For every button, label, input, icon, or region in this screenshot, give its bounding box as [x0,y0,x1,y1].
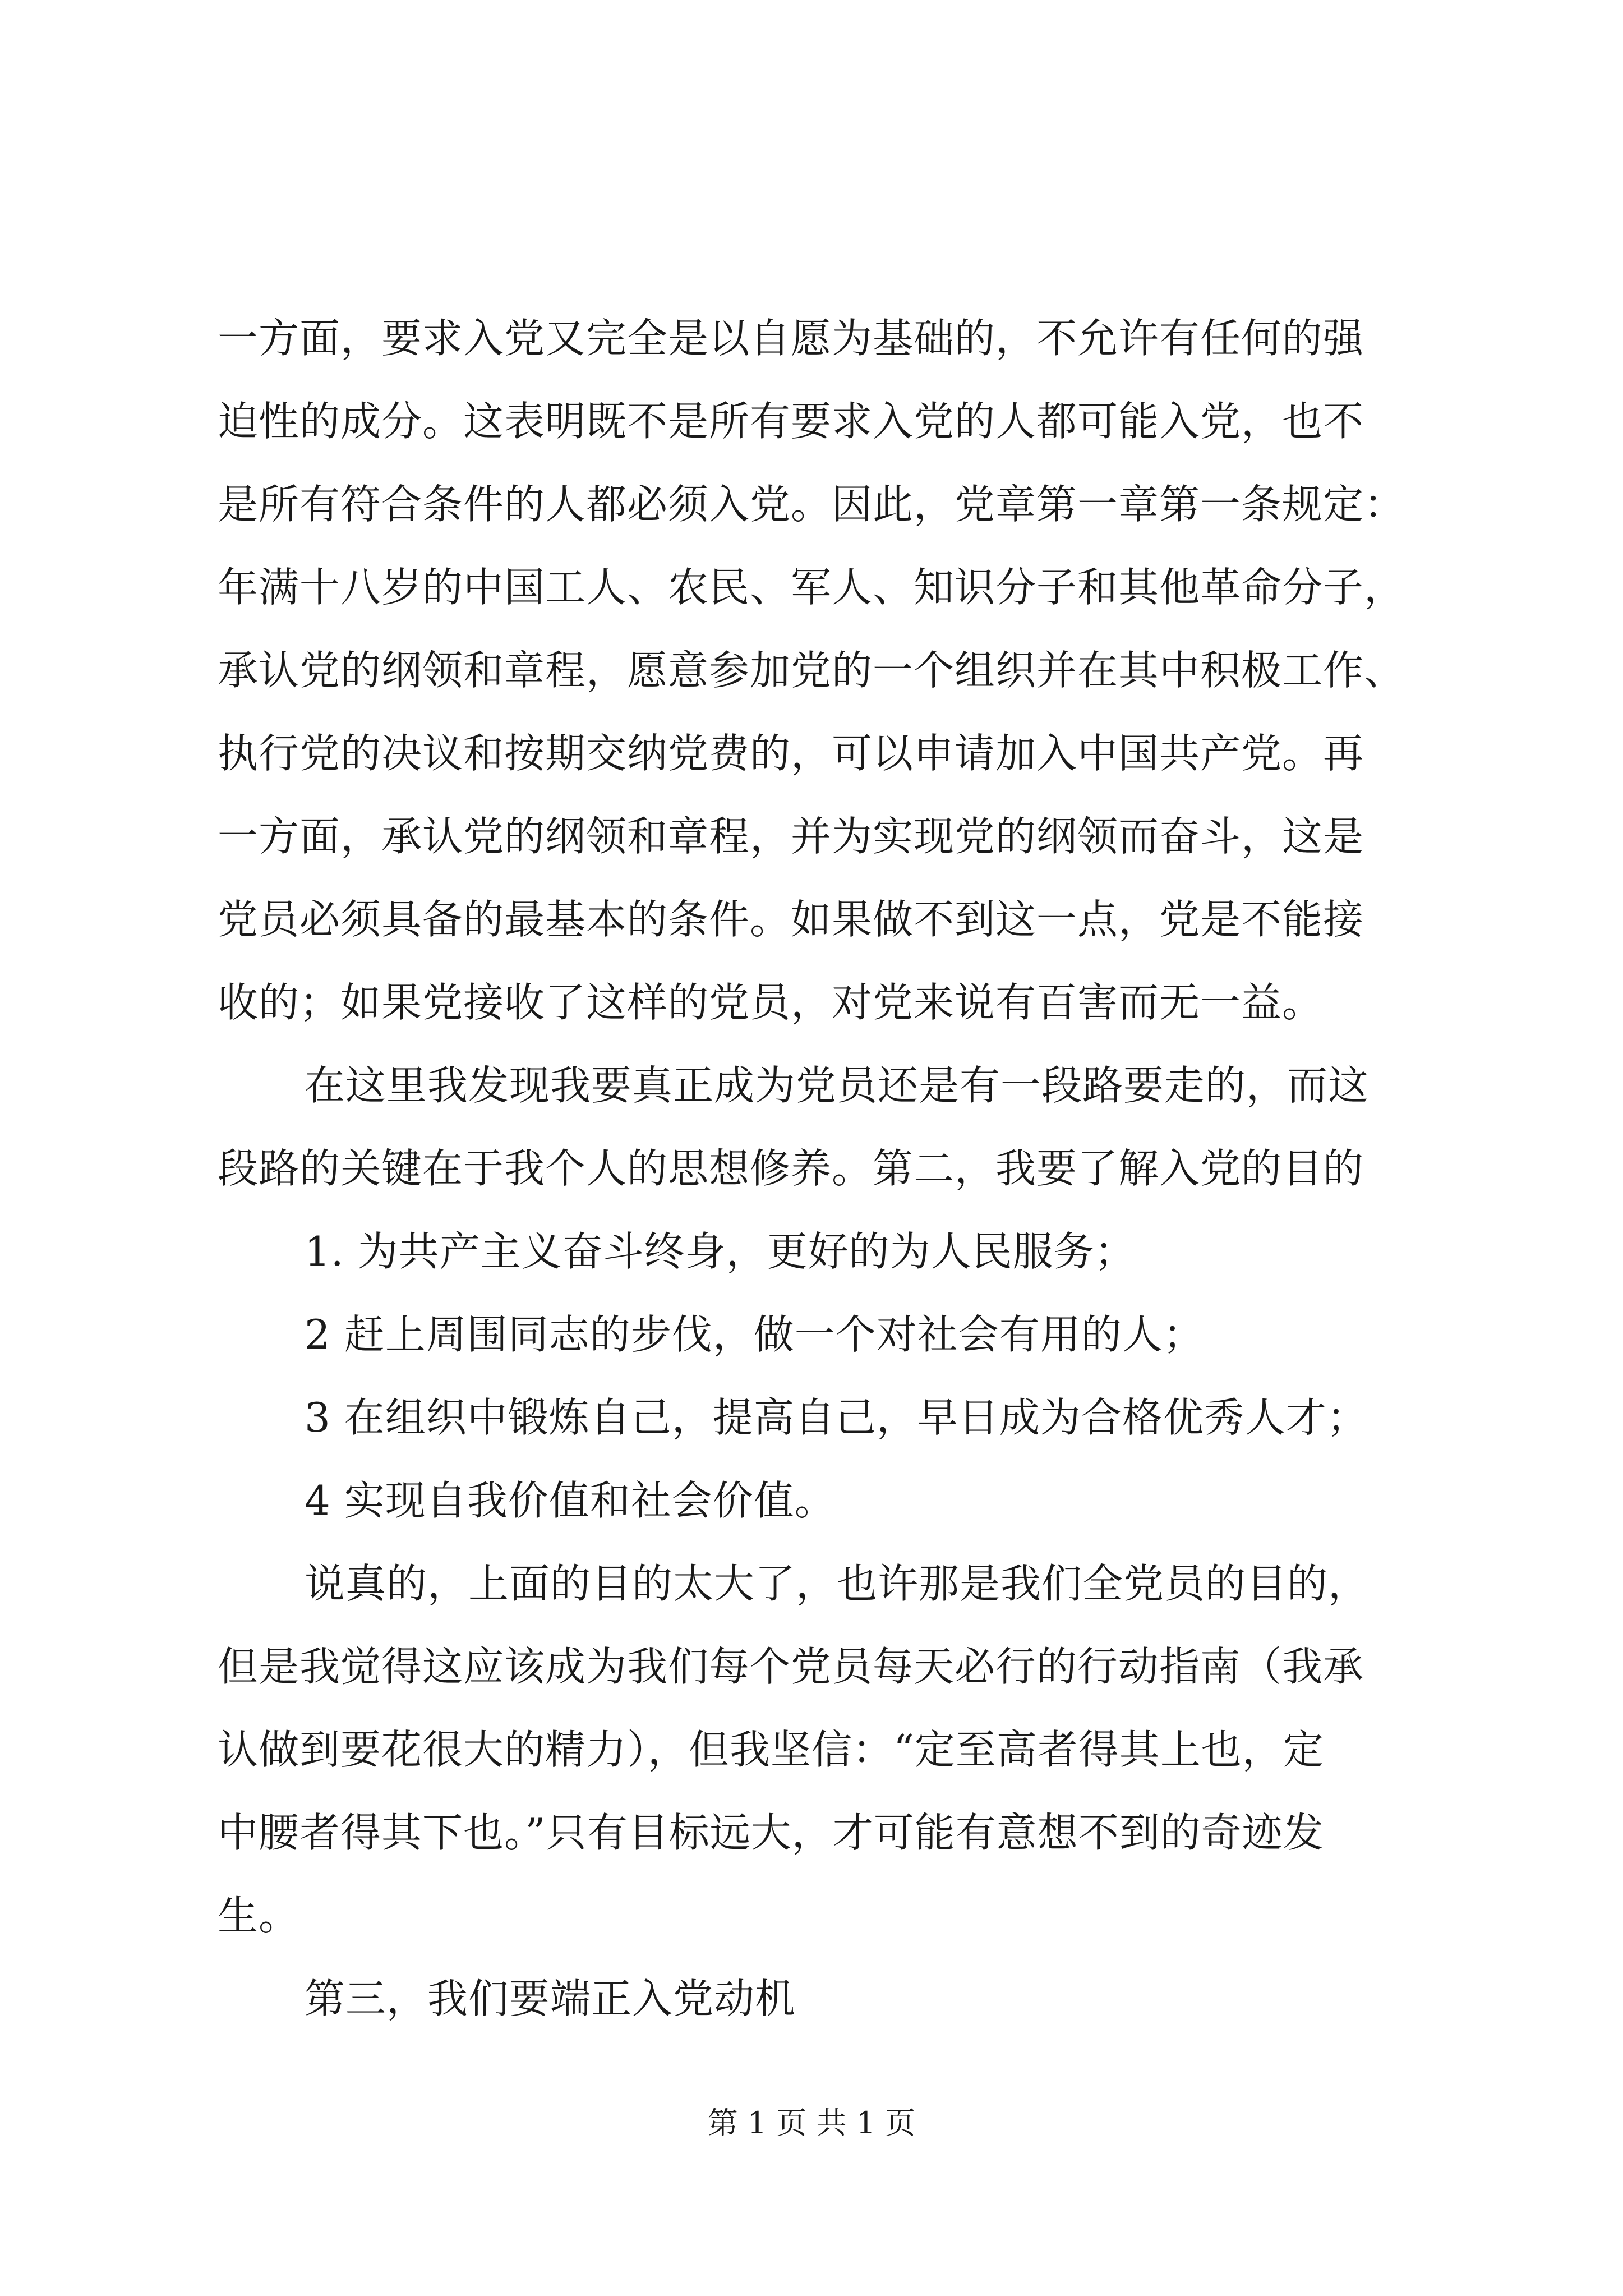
text-line-10: 在这里我发现我要真正成为党员还是有一段路要走的，而这 [305,1062,1370,1109]
text-line-12: 说真的，上面的目的太大了，也许那是我们全党员的目的， [305,1560,1370,1607]
list-item-1: 1. 为共产主义奋斗终身，更好的为人民服务； [305,1228,1136,1275]
section-heading: 第三，我们要端正入党动机 [305,1975,796,2022]
text-line-5: 承认党的纲领和章程，愿意参加党的一个组织并在其中积极工作、 [218,647,1405,694]
text-line-2: 迫性的成分。这表明既不是所有要求入党的人都可能入党，也不 [218,398,1364,445]
text-line-14: 认做到要花很大的精力），但我坚信：“定至高者得其上也，定 [218,1726,1324,1773]
text-line-6: 执行党的决议和按期交纳党费的，可以申请加入中国共产党。再 [218,730,1364,777]
text-line-4: 年满十八岁的中国工人、农民、军人、知识分子和其他革命分子， [218,564,1405,611]
list-item-3: 3 在组织中锻炼自己，提高自己，早日成为合格优秀人才； [305,1394,1368,1441]
page-footer: 第 1 页 共 1 页 [707,2105,916,2141]
list-item-4: 4 实现自我价值和社会价值。 [305,1477,836,1524]
text-line-8: 党员必须具备的最基本的条件。如果做不到这一点，党是不能接 [218,896,1364,943]
text-line-9: 收的；如果党接收了这样的党员，对党来说有百害而无一益。 [218,979,1324,1026]
text-line-1: 一方面，要求入党又完全是以自愿为基础的，不允许有任何的强 [218,315,1364,362]
list-item-2: 2 赶上周围同志的步伐，做一个对社会有用的人； [305,1311,1204,1358]
text-line-11: 段路的关键在于我个人的思想修养。第二，我要了解入党的目的 [218,1145,1364,1192]
text-line-3: 是所有符合条件的人都必须入党。因此，党章第一章第一条规定： [218,481,1405,528]
text-line-16: 生。 [218,1892,300,1939]
text-line-15: 中腰者得其下也。”只有目标远大，才可能有意想不到的奇迹发 [218,1809,1324,1856]
text-line-13: 但是我觉得这应该成为我们每个党员每天必行的行动指南（我承 [218,1643,1364,1690]
text-line-7: 一方面，承认党的纲领和章程，并为实现党的纲领而奋斗，这是 [218,813,1364,860]
